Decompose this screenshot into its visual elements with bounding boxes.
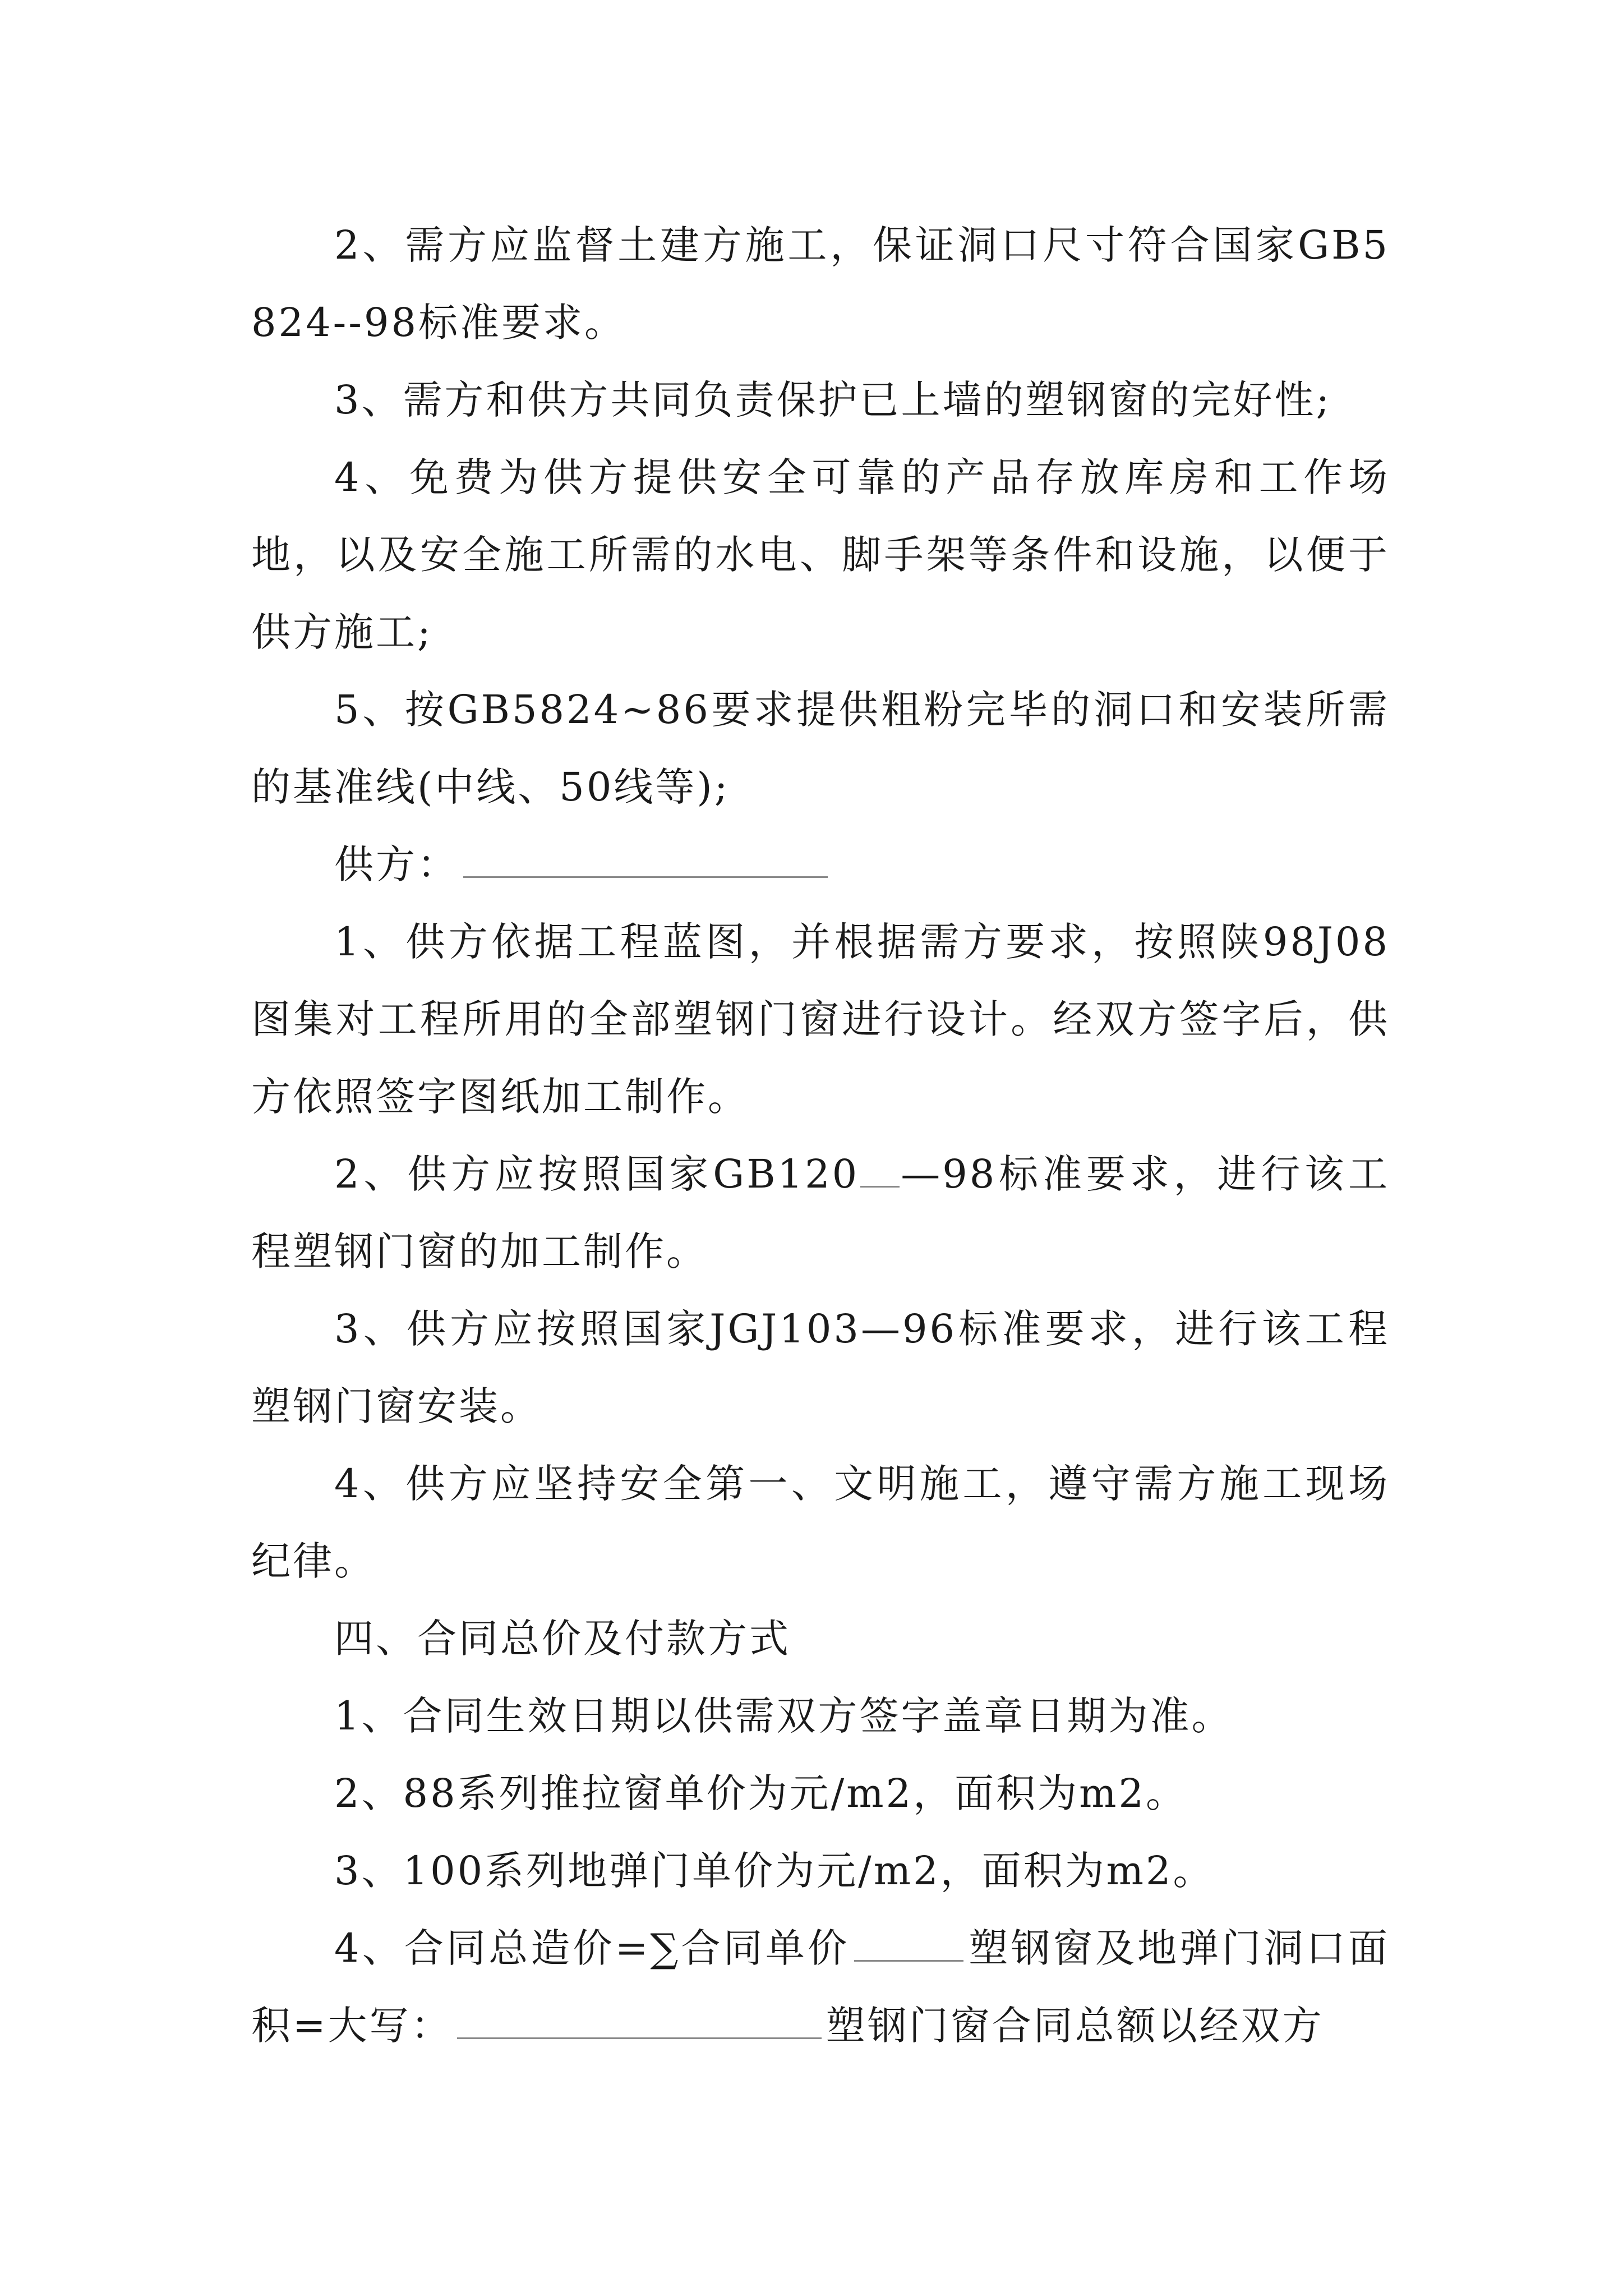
paragraph-text: 3、供方应按照国家JGJ103—96标准要求，进行该工程塑钢门窗安装。 xyxy=(251,1306,1390,1429)
paragraph-price-1 xyxy=(251,1677,1390,1755)
supplier-label: 供方： xyxy=(334,841,459,887)
paragraph-price-4 xyxy=(251,1910,1390,2064)
paragraph-demand-2 xyxy=(251,206,1390,361)
paragraph-price-2 xyxy=(251,1755,1390,1832)
amount-in-words-blank xyxy=(457,1998,822,2039)
paragraph-supplier-3 xyxy=(251,1290,1390,1445)
document-body xyxy=(251,206,1390,2064)
paragraph-supplier-2 xyxy=(251,1135,1390,1290)
paragraph-text-part-b: 塑钢窗及地弹门洞口面积=大写： xyxy=(251,1925,1390,2049)
standard-number-blank xyxy=(860,1147,900,1188)
paragraph-price-3 xyxy=(251,1832,1390,1910)
paragraph-text-part-c: 塑钢门窗合同总额以经双方 xyxy=(826,2003,1324,2049)
paragraph-text-part-a: 4、合同总造价=∑合同单价 xyxy=(334,1925,850,1971)
paragraph-text: 4、免费为供方提供安全可靠的产品存放库房和工作场地，以及安全施工所需的水电、脚手架等条件和设施，以便于供方施工; xyxy=(251,454,1390,655)
paragraph-supplier-heading xyxy=(251,826,1390,903)
paragraph-demand-3 xyxy=(251,361,1390,439)
paragraph-text: 1、供方依据工程蓝图，并根据需方要求，按照陕98J08图集对工程所用的全部塑钢门窗进行设计。经双方签字后，供方依照签字图纸加工制作。 xyxy=(251,919,1390,1120)
paragraph-text-part-a: 2、供方应按照国家GB120 xyxy=(334,1151,860,1197)
paragraph-text: 2、需方应监督土建方施工，保证洞口尺寸符合国家GB5824--98标准要求。 xyxy=(251,222,1390,346)
paragraph-text: 5、按GB5824~86要求提供粗粉完毕的洞口和安装所需的基准线(中线、50线等); xyxy=(251,687,1390,810)
paragraph-demand-4 xyxy=(251,439,1390,671)
paragraph-text-part-b: —98标准要求，进行该工程塑钢门窗的加工制作。 xyxy=(251,1151,1390,1274)
paragraph-text: 4、供方应坚持安全第一、文明施工，遵守需方施工现场纪律。 xyxy=(251,1461,1390,1584)
unit-price-blank xyxy=(854,1921,963,1962)
paragraph-text: 3、需方和供方共同负责保护已上墙的塑钢窗的完好性; xyxy=(334,377,1332,423)
paragraph-text: 2、88系列推拉窗单价为元/m2，面积为m2。 xyxy=(334,1770,1188,1816)
paragraph-supplier-4 xyxy=(251,1445,1390,1600)
supplier-blank-line xyxy=(463,837,828,878)
paragraph-supplier-1 xyxy=(251,903,1390,1135)
section-heading-price-payment xyxy=(251,1600,1390,1677)
paragraph-text: 3、100系列地弹门单价为元/m2，面积为m2。 xyxy=(334,1848,1215,1894)
paragraph-text: 1、合同生效日期以供需双方签字盖章日期为准。 xyxy=(334,1693,1233,1739)
section-heading-text: 四、合同总价及付款方式 xyxy=(334,1616,791,1662)
paragraph-demand-5 xyxy=(251,671,1390,826)
